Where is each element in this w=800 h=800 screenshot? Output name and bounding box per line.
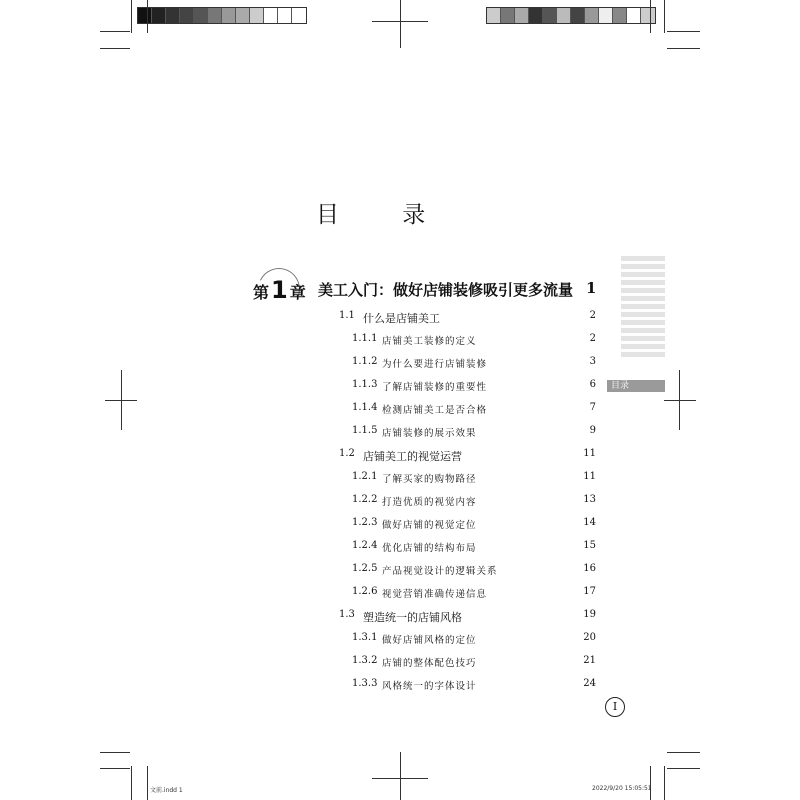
toc-entry-number: 1.2.5	[352, 563, 378, 574]
toc-entry-page: 20	[583, 632, 596, 643]
toc-entry-number: 1.1.5	[352, 425, 378, 436]
footer-filename: 文前.indd 1	[150, 787, 183, 794]
toc-title: 目 录	[316, 202, 454, 228]
chapter-title[interactable]: 美工入门：做好店铺装修吸引更多流量	[318, 281, 574, 299]
color-swatch	[627, 8, 641, 23]
toc-entry-number: 1.1.3	[352, 379, 378, 390]
color-swatch	[515, 8, 529, 23]
toc-entry-title: 店铺的整体配色技巧	[382, 658, 477, 669]
toc-entry-title: 产品视觉设计的逻辑关系	[382, 566, 498, 577]
chapter-prefix: 第	[253, 283, 270, 302]
toc-entry-title: 视觉营销准确传递信息	[382, 589, 488, 600]
toc-entry-page: 3	[589, 356, 596, 367]
toc-entry-title: 风格统一的字体设计	[382, 681, 477, 692]
toc-entry-title: 做好店铺风格的定位	[382, 635, 477, 646]
toc-entry-title: 了解买家的购物路径	[382, 474, 477, 485]
toc-entry-number: 1.3	[339, 609, 355, 620]
toc-entry-page: 15	[583, 540, 596, 551]
chapter-suffix: 章	[289, 283, 306, 302]
color-swatch	[557, 8, 571, 23]
color-swatch	[264, 8, 278, 23]
toc-entry-page: 11	[583, 471, 596, 482]
toc-entry-number: 1.2.1	[352, 471, 378, 482]
toc-entry-number: 1.1	[339, 310, 355, 321]
toc-entry-page: 2	[589, 333, 596, 344]
toc-entry-title: 什么是店铺美工	[363, 312, 440, 325]
color-swatch	[152, 8, 166, 23]
chapter-page-number: 1	[586, 279, 597, 297]
color-swatch	[208, 8, 222, 23]
color-swatch	[278, 8, 292, 23]
toc-entry-title: 了解店铺装修的重要性	[382, 382, 488, 393]
toc-entry-title: 店铺装修的展示效果	[382, 428, 477, 439]
color-swatch	[585, 8, 599, 23]
color-swatch	[166, 8, 180, 23]
color-swatch	[487, 8, 501, 23]
color-swatch	[641, 8, 655, 23]
color-swatch	[194, 8, 208, 23]
toc-entry-number: 1.2.4	[352, 540, 378, 551]
toc-entry-number: 1.3.3	[352, 678, 378, 689]
color-swatch	[292, 8, 306, 23]
toc-entry-number: 1.1.1	[352, 333, 378, 344]
toc-entry-title: 检测店铺美工是否合格	[382, 405, 488, 416]
side-tab-label: 目录	[607, 380, 665, 392]
color-swatch	[250, 8, 264, 23]
toc-entry-title: 优化店铺的结构布局	[382, 543, 477, 554]
color-swatch	[571, 8, 585, 23]
color-swatch	[599, 8, 613, 23]
toc-entry-page: 19	[583, 609, 596, 620]
toc-entry-title: 店铺美工装修的定义	[382, 336, 477, 347]
toc-entry-title: 做好店铺的视觉定位	[382, 520, 477, 531]
toc-entry-page: 2	[589, 310, 596, 321]
toc-entry-page: 6	[589, 379, 596, 390]
color-swatch	[529, 8, 543, 23]
toc-entry-page: 7	[589, 402, 596, 413]
toc-entry-number: 1.2.3	[352, 517, 378, 528]
color-swatch	[236, 8, 250, 23]
color-bar-right	[486, 7, 656, 24]
color-swatch	[613, 8, 627, 23]
color-swatch	[501, 8, 515, 23]
toc-entry-page: 9	[589, 425, 596, 436]
chapter-badge	[253, 276, 306, 304]
toc-entry-number: 1.2	[339, 448, 355, 459]
toc-entry-number: 1.3.2	[352, 655, 378, 666]
toc-entry-page: 17	[583, 586, 596, 597]
toc-entry-title: 塑造统一的店铺风格	[363, 611, 462, 624]
color-swatch	[222, 8, 236, 23]
toc-entry-title: 店铺美工的视觉运营	[363, 450, 462, 463]
footer-timestamp: 2022/9/20 15:05:51	[592, 785, 652, 792]
toc-entry-number: 1.3.1	[352, 632, 378, 643]
chapter-number: 1	[271, 276, 288, 304]
toc-entry-title: 打造优质的视觉内容	[382, 497, 477, 508]
toc-entry-page: 11	[583, 448, 596, 459]
color-swatch	[138, 8, 152, 23]
toc-entry-page: 14	[583, 517, 596, 528]
color-swatch	[180, 8, 194, 23]
toc-entry-page: 24	[583, 678, 596, 689]
toc-entry-number: 1.2.2	[352, 494, 378, 505]
toc-entry-number: 1.2.6	[352, 586, 378, 597]
toc-entry-number: 1.1.2	[352, 356, 378, 367]
toc-entry-page: 21	[583, 655, 596, 666]
page-number: I	[605, 697, 625, 717]
toc-entry-page: 13	[583, 494, 596, 505]
toc-entry-title: 为什么要进行店铺装修	[382, 359, 488, 370]
color-bar-left	[137, 7, 307, 24]
color-swatch	[543, 8, 557, 23]
toc-entry-page: 16	[583, 563, 596, 574]
toc-entry-number: 1.1.4	[352, 402, 378, 413]
